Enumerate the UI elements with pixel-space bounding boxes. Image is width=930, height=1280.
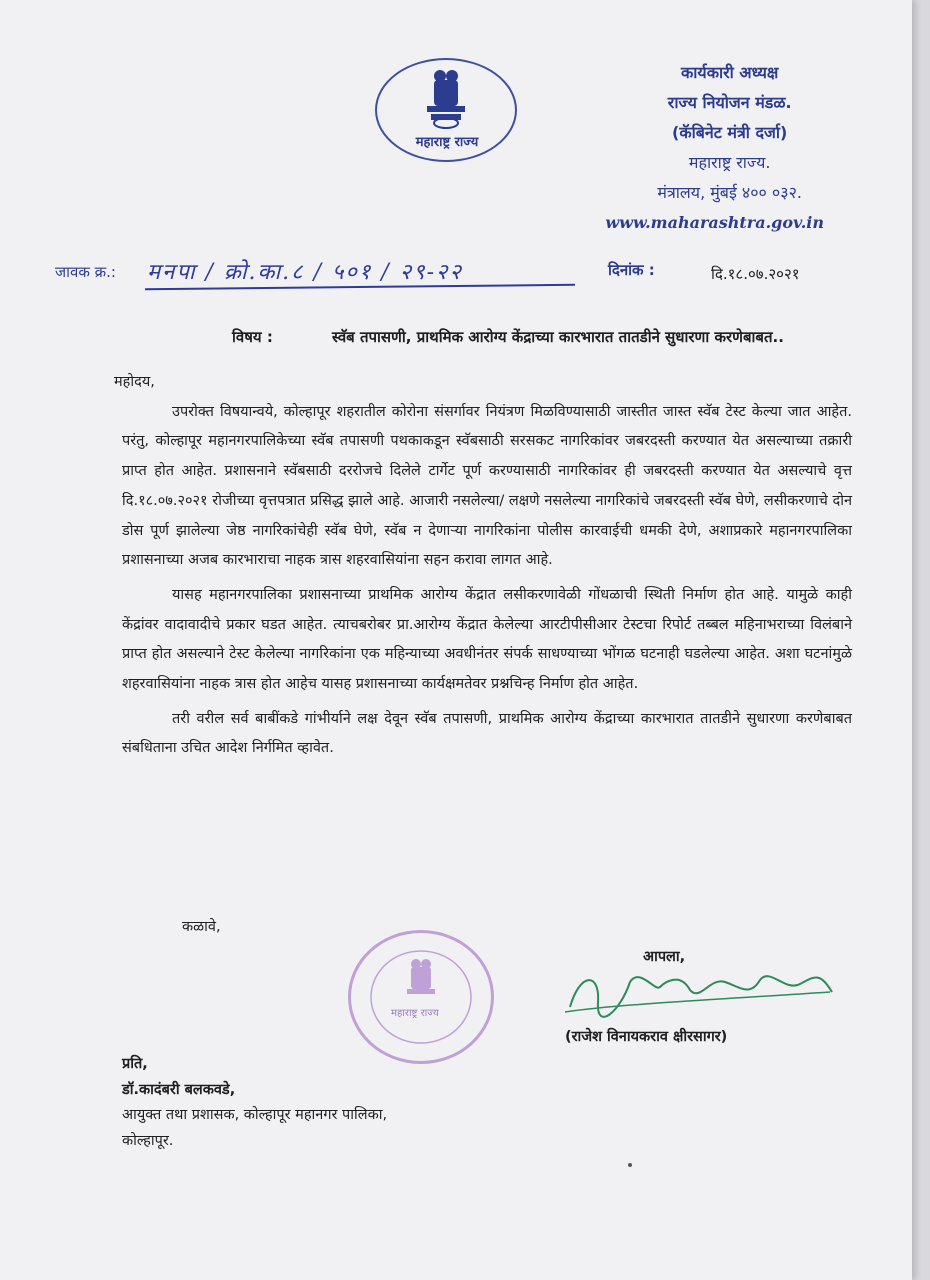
reference-row	[55, 258, 824, 288]
letterhead	[605, 58, 824, 238]
recipient-designation: आयुक्त तथा प्रशासक, कोल्हापूर महानगर पालिका,	[122, 1107, 388, 1123]
letterhead-title: कार्यकारी अध्यक्ष	[680, 63, 779, 82]
letterhead-state: महाराष्ट्र राज्य.	[688, 153, 771, 172]
recipient-name: डॉ.कादंबरी बलकवडे,	[122, 1081, 236, 1098]
emblem-caption: महाराष्ट्र राज्य	[415, 135, 479, 150]
recipient-prefix: प्रति,	[122, 1056, 148, 1072]
paragraph-2: यासह महानगरपालिका प्रशासनाच्या प्राथमिक आरोग्य केंद्रात लसीकरणावेळी गोंधळाची स्थिती निर्माण होत आहे. यामुळे काही केंद्रांवर वादावादीचे प्रकार घडत आहेत. त्याचबरोबर प्रा.आरोग्य केंद्रात केलेल्या आरटीपीसीआर टेस्टचा रिपोर्ट तब्बल महिनाभराच्या विलंबाने प्राप्त होत असल्याने टेस्ट केलेल्या नागरिकांना एक महिन्याच्या अवधीनंतर संपर्क साधण्याच्या भोंगळ घटनाही घडलेल्या आहेत. अशा घटनांमुळे शहरवासियांना नाहक त्रास होत आहेच यासह प्रशासनाच्या कार्यक्षमतेवर प्रश्नचिन्ह निर्माण होत आहेत.	[122, 586, 852, 693]
letter-body	[114, 368, 852, 764]
recipient-city: कोल्हापूर.	[122, 1132, 174, 1149]
date-value: दि.१८.०७.२०२१	[711, 265, 800, 283]
signer-name: (राजेश विनायकराव क्षीरसागर)	[565, 1029, 728, 1045]
handwritten-signature	[560, 962, 840, 1026]
letterhead-board: राज्य नियोजन मंडळ.	[667, 93, 792, 112]
paragraph-1: उपरोक्त विषयान्वये, कोल्हापूर शहरातील कोरोना संसर्गावर नियंत्रण मिळविण्यासाठी जास्तीत जास्त स्वॅब टेस्ट केल्या जात आहेत. परंतु, कोल्हापूर महानगरपालिकेच्या स्वॅब तपासणी पथकाकडून स्वॅबसाठी सरसकट नागरिकांवर जबरदस्ती करण्यात येत असल्याच्या तक्रारी प्राप्त होत आहेत. प्रशासनाने स्वॅबसाठी दररोजचे दिलेले टार्गेट पूर्ण करण्यासाठी नागरिकांवर ही जबरदस्ती करण्यात येत असल्याचे वृत्त दि.१८.०७.२०२१ रोजीच्या वृत्तपत्रात प्रसिद्ध झाले आहे. आजारी नसलेल्या/ लक्षणे नसलेल्या नागरिकांचे जबरदस्ती स्वॅब घेणे, लसीकरणाचे दोन डोस पूर्ण झालेल्या जेष्ठ नागरिकांचेही स्वॅब घेणे, स्वॅब न देणाऱ्या नागरिकांना पोलीस कारवाईची धमकी देणे, अशाप्रकारे महानगरपालिका प्रशासनाच्या अजब कारभाराचा नाहक त्रास शहरवासियांना सहन करावा लागत आहे.	[122, 403, 852, 569]
subject-text: स्वॅब तपासणी, प्राथमिक आरोग्य केंद्राच्या कारभारात तातडीने सुधारणा करणेबाबत..	[332, 328, 784, 346]
reference-label: जावक क्र.:	[55, 263, 116, 281]
stamp-text: महाराष्ट्र राज्य	[391, 1008, 439, 1019]
date-label: दिनांक :	[608, 261, 655, 279]
closing: कळावे,	[182, 919, 221, 935]
reference-number: मनपा / क्रो.का.८ / ५०१ / २९-२२	[147, 260, 463, 285]
letterhead-website: www.maharashtra.gov.in	[605, 213, 824, 232]
yours-label: आपला,	[643, 949, 686, 965]
paragraph-3: तरी वरील सर्व बाबींकडे गांभीर्याने लक्ष देवून स्वॅब तपासणी, प्राथमिक आरोग्य केंद्राच्या कारभारात तातडीने सुधारणा करणेबाबत संबधिताना उचित आदेश निर्गमित व्हावेत.	[122, 710, 852, 757]
salutation: महोदय,	[114, 374, 155, 390]
subject-label: विषय :	[232, 328, 273, 346]
paper-speck	[628, 1163, 632, 1167]
office-stamp	[348, 930, 494, 1064]
letterhead-rank: (कॅबिनेट मंत्री दर्जा)	[672, 123, 788, 142]
letterhead-address: मंत्रालय, मुंबई ४०० ०३२.	[657, 183, 802, 202]
recipient-block	[122, 1052, 387, 1154]
state-emblem	[375, 58, 517, 162]
